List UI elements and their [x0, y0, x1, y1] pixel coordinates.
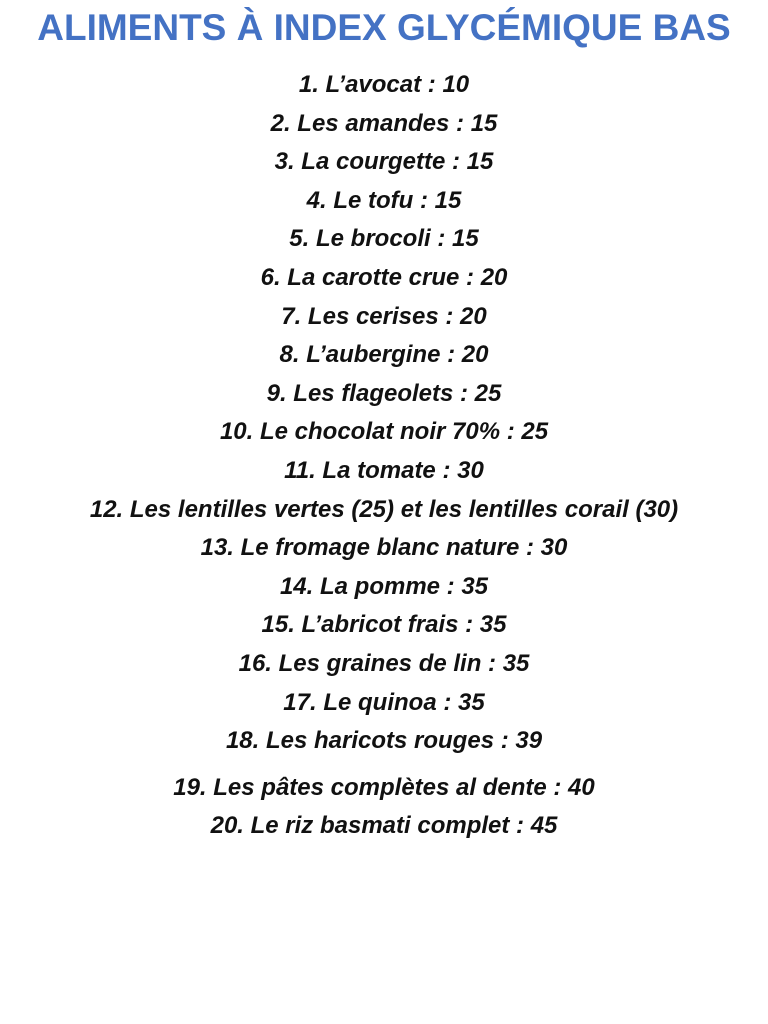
list-item: 8. L’aubergine : 20	[279, 341, 489, 369]
list-item: 13. Le fromage blanc nature : 30	[200, 534, 568, 562]
list-item: 2. Les amandes : 15	[270, 109, 498, 137]
list-item: 20. Le riz basmati complet : 45	[210, 812, 558, 840]
list-item: 11. La tomate : 30	[284, 456, 484, 484]
list-item: 18. Les haricots rouges : 39	[225, 727, 543, 755]
list-item: 9. Les flageolets : 25	[266, 379, 502, 407]
list-item: 19. Les pâtes complètes al dente : 40	[173, 773, 595, 801]
list-item: 5. Le brocoli : 15	[289, 225, 479, 253]
glycemic-food-list	[0, 66, 768, 846]
list-item: 7. Les cerises : 20	[281, 302, 487, 330]
list-item: 17. Le quinoa : 35	[283, 688, 485, 716]
list-item: 15. L’abricot frais : 35	[261, 611, 507, 639]
list-item: 1. L’avocat : 10	[298, 71, 470, 98]
list-item: 16. Les graines de lin : 35	[238, 649, 530, 677]
list-item: 6. La carotte crue : 20	[260, 263, 508, 291]
page-title: ALIMENTS À INDEX GLYCÉMIQUE BAS	[37, 7, 731, 48]
list-item: 3. La courgette : 15	[274, 148, 494, 176]
list-item: 14. La pomme : 35	[279, 572, 489, 600]
list-item: 12. Les lentilles vertes (25) et les lentilles corail (30)	[89, 495, 679, 523]
list-item: 4. Le tofu : 15	[306, 186, 462, 214]
list-item: 10. Le chocolat noir 70% : 25	[219, 418, 549, 446]
